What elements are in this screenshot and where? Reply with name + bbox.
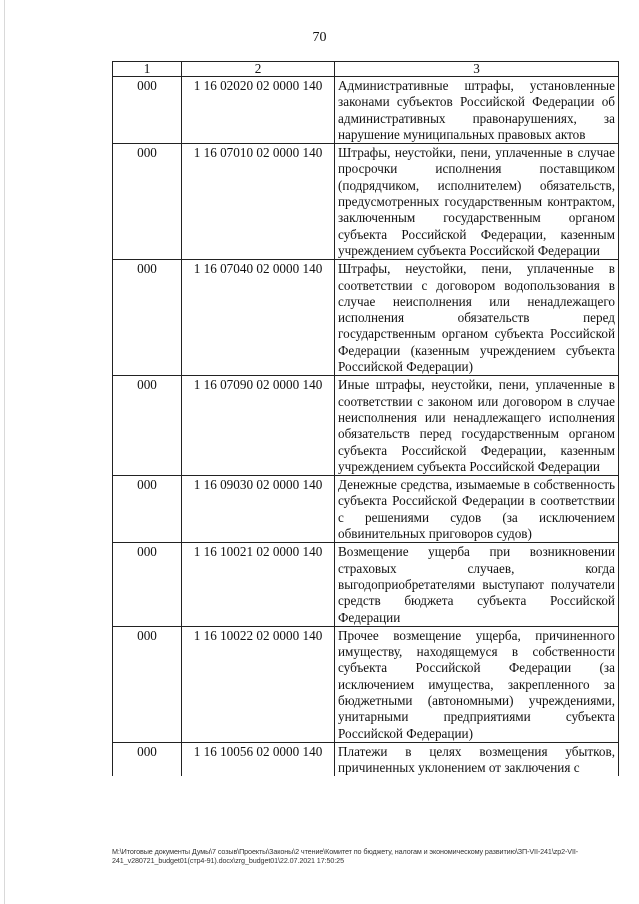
admin-code-cell: 000 (113, 742, 182, 776)
description-cell: Штрафы, неустойки, пени, уплаченные в соответствии с договором водопользования в случае неисполнения или ненадлежащего исполнения обязательств перед государственным органом субъекта Российской Федерации (казенным учреждением субъекта Российской Федерации) (335, 260, 619, 376)
admin-code-cell: 000 (113, 626, 182, 742)
table-row (113, 77, 619, 144)
kbk-code-cell: 1 16 10021 02 0000 140 (182, 543, 335, 626)
page-edge-line (4, 0, 5, 904)
kbk-code-cell: 1 16 10022 02 0000 140 (182, 626, 335, 742)
description-cell: Денежные средства, изымаемые в собственность субъекта Российской Федерации в соответствии с решениями судов (за исключением обвинительных приговоров судов) (335, 476, 619, 543)
kbk-code-cell: 1 16 07090 02 0000 140 (182, 376, 335, 476)
description-cell: Иные штрафы, неустойки, пени, уплаченные в соответствии с законом или договором в случае неисполнения или ненадлежащего исполнения обязательств перед государственным органом субъекта Российской Федерации, казенным учреждением субъекта Российской Федерации (335, 376, 619, 476)
description-cell: Возмещение ущерба при возникновении страховых случаев, когда выгодоприобретателями выступают получатели средств бюджета субъекта Российской Федерации (335, 543, 619, 626)
kbk-code-cell: 1 16 09030 02 0000 140 (182, 476, 335, 543)
admin-code-cell: 000 (113, 476, 182, 543)
footer-path-line: М:\Итоговые документы Думы\7 созыв\Проекты\Законы\2 чтение\Комитет по бюджету, налогам и экономическому развитию\ЗП-VII-241\zp2-VII- (112, 847, 579, 856)
table-row (113, 742, 619, 776)
table-row (113, 543, 619, 626)
admin-code-cell: 000 (113, 543, 182, 626)
table-row (113, 144, 619, 260)
admin-code-cell: 000 (113, 260, 182, 376)
column-header-2: 2 (182, 62, 335, 77)
table-header-row (113, 62, 619, 77)
table-row (113, 476, 619, 543)
page-number: 70 (312, 30, 327, 45)
admin-code-cell: 000 (113, 77, 182, 144)
kbk-code-cell: 1 16 02020 02 0000 140 (182, 77, 335, 144)
admin-code-cell: 000 (113, 376, 182, 476)
description-cell: Штрафы, неустойки, пени, уплаченные в случае просрочки исполнения поставщиком (подрядчиком, исполнителем) обязательств, предусмотренных государственным контрактом, заключенным государственным органом субъекта Российской Федерации, казенным учреждением субъекта Российской Федерации (335, 144, 619, 260)
kbk-code-cell: 1 16 07040 02 0000 140 (182, 260, 335, 376)
footer-path-line: 241_v280721_budget01(стр4-91).docx\zrg_budget01\22.07.2021 17:50:25 (112, 856, 344, 865)
description-cell: Административные штрафы, установленные законами субъектов Российской Федерации об административных правонарушениях, за нарушение муниципальных правовых актов (335, 77, 619, 144)
kbk-code-cell: 1 16 10056 02 0000 140 (182, 742, 335, 776)
table-row (113, 260, 619, 376)
column-header-1: 1 (113, 62, 182, 77)
description-cell: Платежи в целях возмещения убытков, причиненных уклонением от заключения с (335, 742, 619, 776)
description-cell: Прочее возмещение ущерба, причиненного имуществу, находящемуся в собственности субъекта Российской Федерации (за исключением имущества, закрепленного за бюджетными (автономными) учреждениями, унитарными предприятиями субъекта Российской Федерации) (335, 626, 619, 742)
revenue-codes-table (112, 61, 619, 776)
table-row (113, 376, 619, 476)
kbk-code-cell: 1 16 07010 02 0000 140 (182, 144, 335, 260)
document-file-path-footer (112, 847, 618, 865)
column-header-3: 3 (335, 62, 619, 77)
admin-code-cell: 000 (113, 144, 182, 260)
table-row (113, 626, 619, 742)
